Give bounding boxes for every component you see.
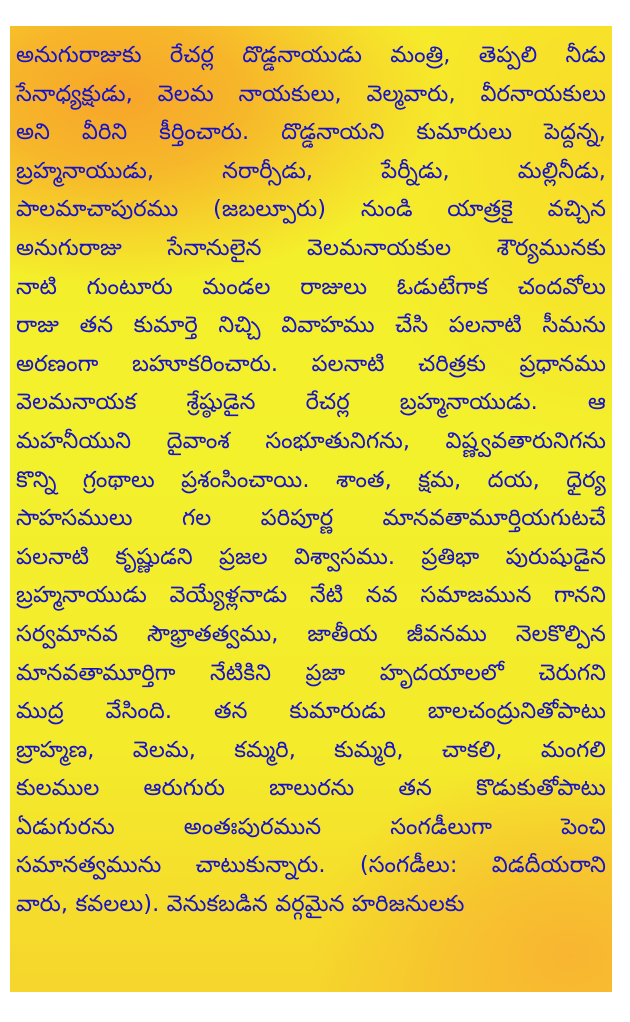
word: అనుగురాజుకు <box>16 42 142 68</box>
text-line <box>16 692 606 731</box>
word: నిచ్చి <box>218 312 261 339</box>
word: బహూకరించారు. <box>131 350 279 377</box>
word: సీమను <box>542 312 606 339</box>
word: నెలకొల్పిన <box>515 620 606 647</box>
word: కుమ్మరి, <box>334 736 404 763</box>
word: విష్ణ్వవతారునిగను <box>445 427 606 454</box>
word: గానని <box>554 582 606 609</box>
word: అని <box>16 119 50 146</box>
word: వెల్మవారు, <box>366 80 456 107</box>
word: సౌభ్రాతత్వము, <box>146 620 279 647</box>
article-card <box>10 26 612 992</box>
text-line <box>16 306 606 345</box>
text-line <box>16 113 606 152</box>
text-line <box>16 769 606 808</box>
word: మంగలి <box>540 736 606 763</box>
word: సంభూతునిగను, <box>265 427 411 454</box>
word: రాజులు <box>300 273 368 300</box>
word: శ్రేష్ఠుడైన <box>186 389 256 416</box>
word: సర్వమానవ <box>16 620 119 647</box>
word: చాటుకున్నారు. <box>195 852 326 879</box>
word: శౌర్యమునకు <box>496 234 606 261</box>
word: సేనాధ్యక్షుడు, <box>16 80 133 107</box>
word: ప్రజా <box>305 659 346 686</box>
word: ఆ <box>587 389 606 416</box>
word: ఓడుటేగాక <box>396 273 489 300</box>
text-line <box>16 808 606 847</box>
word: కుమార్తె <box>133 312 198 339</box>
word: వచ్చిన <box>547 196 606 223</box>
word: కమ్మరి, <box>234 736 296 763</box>
text-line <box>16 383 606 422</box>
word: వెలమనాయకుల <box>306 234 452 261</box>
word: సేనానులైన <box>167 234 262 261</box>
word: నరార్సీడు, <box>222 157 314 184</box>
word: గల <box>182 505 212 532</box>
word: బాలురను <box>269 775 355 802</box>
word: మండల <box>202 273 271 300</box>
word: నేటికిని <box>210 659 272 686</box>
word: వీరనాయకులు <box>480 80 606 107</box>
word: దైవాంశ <box>166 427 230 454</box>
text-line <box>16 499 606 538</box>
word: పెంచి <box>561 813 606 840</box>
word: పలనాటి <box>311 350 385 377</box>
word: దొడ్డనాయని <box>281 119 385 146</box>
word: ఆరుగురు <box>143 775 226 802</box>
word: మానవతామూర్తిగా <box>16 659 176 686</box>
word: ప్రశంసించాయి. <box>181 466 310 493</box>
word: మంత్రి, <box>390 42 451 68</box>
word: కవలలు). <box>75 891 160 918</box>
word: బ్రహ్మనాయుడు, <box>16 157 155 184</box>
word: ప్రజల <box>219 543 268 570</box>
text-line <box>16 422 606 461</box>
text-line <box>16 345 606 384</box>
word: మల్లినీడు, <box>517 157 606 184</box>
word: కుమారులు <box>416 119 513 146</box>
word: క్షమ, <box>418 466 462 493</box>
word: కీర్తించారు. <box>159 119 250 146</box>
word: నవ <box>365 582 398 609</box>
word: చేసి <box>395 312 429 339</box>
text-line <box>16 229 606 268</box>
word: తన <box>79 312 114 339</box>
word: ప్రధానము <box>519 350 606 377</box>
word: ధైర్య <box>566 466 606 493</box>
word: యాత్రకై <box>447 196 514 223</box>
paragraph-text <box>16 36 606 924</box>
word: సంగడీలుగా <box>390 813 493 840</box>
word: దయ, <box>487 466 540 493</box>
word: దొడ్డనాయుడు <box>242 42 363 68</box>
word: జాతీయ <box>307 620 378 647</box>
word: కొన్ని <box>16 466 57 493</box>
word: వివాహము <box>281 312 375 339</box>
word: నాయకులు, <box>238 80 342 107</box>
word: చరిత్రకు <box>418 350 487 377</box>
word: బ్రహ్మనాయుడు <box>16 582 147 609</box>
word: పెద్దన్న, <box>544 119 606 146</box>
word: పలనాటి <box>16 543 90 570</box>
word: పేర్నీడు, <box>381 157 450 184</box>
word: సాహసములు <box>16 505 133 532</box>
word: జీవనము <box>406 620 487 647</box>
word: పురుషుడైన <box>505 543 606 570</box>
word: తెప్పలి <box>478 42 538 68</box>
word: వెలమనాయక <box>16 389 137 416</box>
word: (సంగడీలు: <box>359 852 458 879</box>
word: ప్రతిభా <box>421 543 480 570</box>
word: పలనాటి <box>448 312 522 339</box>
word: శాంత, <box>335 466 392 493</box>
word: చందవోలు <box>517 273 606 300</box>
word: నుండి <box>360 196 413 223</box>
word: అనుగురాజు <box>16 234 122 261</box>
text-line <box>16 461 606 500</box>
text-line <box>16 615 606 654</box>
word: విశ్వాసము. <box>293 543 396 570</box>
word: కృష్ణుడని <box>115 543 193 570</box>
word: నేటి <box>309 582 344 609</box>
word: మహనీయుని <box>16 427 132 454</box>
word: విడదీయరాని <box>491 852 606 879</box>
word: తన <box>213 698 248 725</box>
word: వెలమ <box>157 80 214 107</box>
word: వెలమ, <box>132 736 197 763</box>
word: ఏడుగురను <box>16 813 115 840</box>
word: పరిపూర్ణ <box>260 505 334 532</box>
word: పాలమాచాపురము <box>16 196 179 223</box>
word: బ్రాహ్మణ, <box>16 736 95 763</box>
word: వేసింది. <box>105 698 173 725</box>
word: హరిజనులకు <box>351 891 465 918</box>
word: అంతఃపురమున <box>183 813 322 840</box>
word: అరణంగా <box>16 350 99 377</box>
word: మానవతామూర్తియగుటచే <box>382 505 606 532</box>
word: బాలచంద్రునితోపాటు <box>427 698 606 725</box>
word: వీరిని <box>81 119 128 146</box>
word: ముద్ర <box>16 698 64 725</box>
text-line <box>16 538 606 577</box>
word: కుమారుడు <box>289 698 386 725</box>
word: కొడుకుతోపాటు <box>476 775 606 802</box>
text-line <box>16 268 606 307</box>
text-line <box>16 654 606 693</box>
word: (జబల్పూరు) <box>213 196 327 223</box>
text-line <box>16 36 606 75</box>
word: నీడు <box>565 42 606 68</box>
word: రేచర్ల <box>305 389 350 416</box>
text-line <box>16 190 606 229</box>
word: రేచర్ల <box>169 42 214 68</box>
word: సమాజమున <box>420 582 532 609</box>
word: బ్రహ్మనాయుడు. <box>399 389 538 416</box>
word: తన <box>398 775 432 802</box>
text-line <box>16 846 606 885</box>
text-line <box>16 885 606 924</box>
word: గుంటూరు <box>86 273 173 300</box>
word: కులముల <box>16 775 100 802</box>
word: వర్గమైన <box>275 891 345 918</box>
word: సమానత్వమును <box>16 852 162 879</box>
word: రాజు <box>16 312 60 339</box>
word: హృదయాలలో <box>379 659 505 686</box>
text-line <box>16 576 606 615</box>
word: వెయ్యేళ్లనాడు <box>169 582 288 609</box>
word: వారు, <box>16 891 69 918</box>
word: వెనుకబడిన <box>166 891 268 918</box>
text-line <box>16 731 606 770</box>
word: గ్రంథాలు <box>82 466 155 493</box>
word: నాటి <box>16 273 57 300</box>
text-line <box>16 152 606 191</box>
text-line <box>16 75 606 114</box>
word: చాకలి, <box>441 736 503 763</box>
word: చెరుగని <box>538 659 606 686</box>
